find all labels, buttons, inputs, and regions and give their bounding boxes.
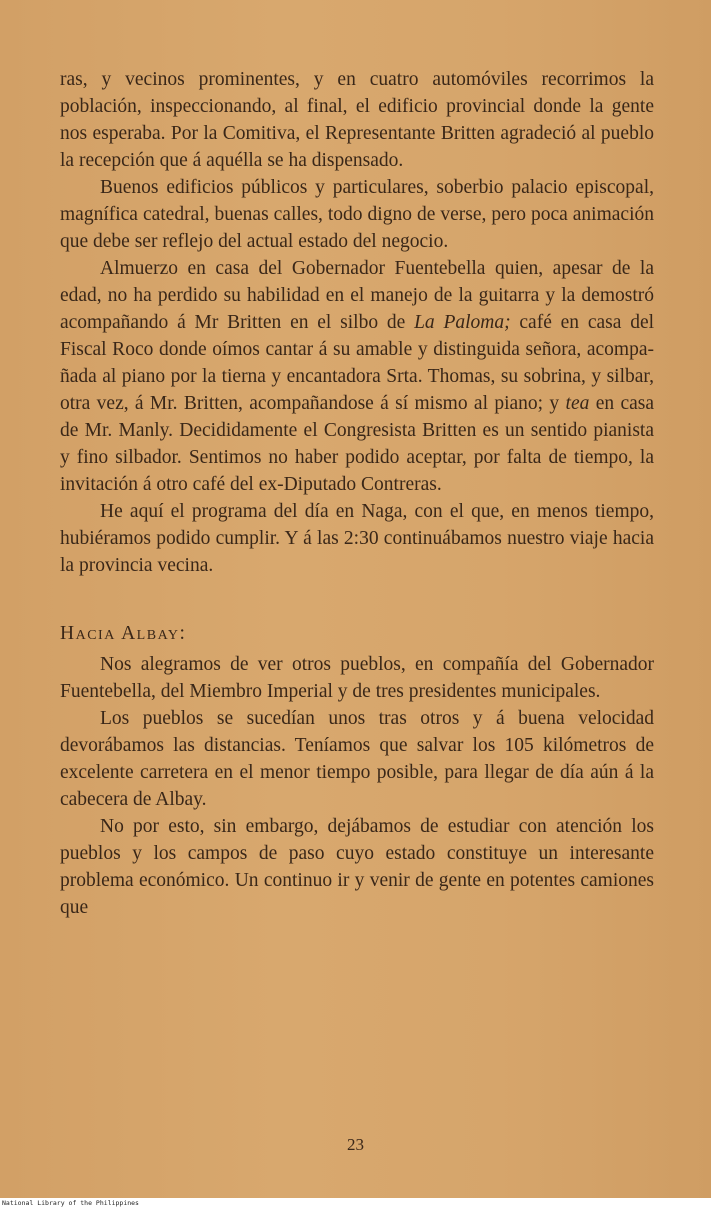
paragraph-3-text-c: en casa de Mr. Manly. Decididamente el Congresista Britten es un sentido pianista y fino silbador. Sentimos no haber podido aceptar, por falta de tiempo, la invitación á otro café del ex-Diputado Contreras.	[60, 393, 655, 495]
song-title-la-paloma: La Paloma;	[414, 312, 511, 333]
paragraph-3	[60, 255, 654, 498]
paragraph-5: Nos alegramos de ver otros pueblos, en compañía del Gobernador Fuentebella, del Miembro Imperial y de tres presidentes municipales.	[60, 654, 654, 702]
paragraph-1: ras, y vecinos prominentes, y en cuatro automóviles recorrimos la población, inspeccionando, al final, el edificio provincial donde la gente nos esperaba. Por la Comitiva, el Representante Britten agradeció al pueblo la recepción que á aquélla se ha dispensado.	[60, 69, 654, 171]
paragraph-7: No por esto, sin embargo, dejábamos de estudiar con atención los pueblos y los campos de paso cuyo estado constituye un interesante problema económico. Un continuo ir y venir de gente en potentes camiones que	[60, 816, 654, 918]
paragraph-4: He aquí el programa del día en Naga, con el que, en menos tiempo, hubiéramos podido cumplir. Y á las 2:30 continuábamos nuestro viaje hacia la provincia vecina.	[60, 501, 654, 576]
footer-credit: National Library of the Philippines	[2, 1199, 139, 1207]
paragraph-3-text-a: Almuerzo en casa del Gobernador Fuentebella quien, apesar de la edad, no ha perdido su habilidad en el manejo de la guitarra y la demostró acompañando á Mr Britten en el silbo de	[60, 258, 654, 333]
page-body	[60, 66, 654, 921]
paragraph-2: Buenos edificios públicos y particulares, soberbio palacio episcopal, magnífica catedral, buenas calles, todo digno de verse, pero poca animación que debe ser reflejo del actual estado del negocio.	[60, 177, 654, 252]
paragraph-3-text-b: café en casa del Fiscal Roco donde oímos cantar á su amable y distinguida señora, acompañada al piano por la tierna y encantadora Srta. Thomas, su sobrina, y silbar, otra vez, á Mr. Britten, acompañandose á sí mismo al piano; y	[60, 312, 655, 414]
page-number: 23	[347, 1135, 364, 1154]
word-tea: tea	[565, 393, 590, 414]
paragraph-6: Los pueblos se sucedían unos tras otros y á buena velocidad devorábamos las distancias. Teníamos que salvar los 105 kilómetros de excelente carretera en el menor tiempo posible, para llegar de día aún á la cabecera de Albay.	[60, 708, 654, 810]
section-heading: Hacia Albay:	[60, 623, 187, 644]
